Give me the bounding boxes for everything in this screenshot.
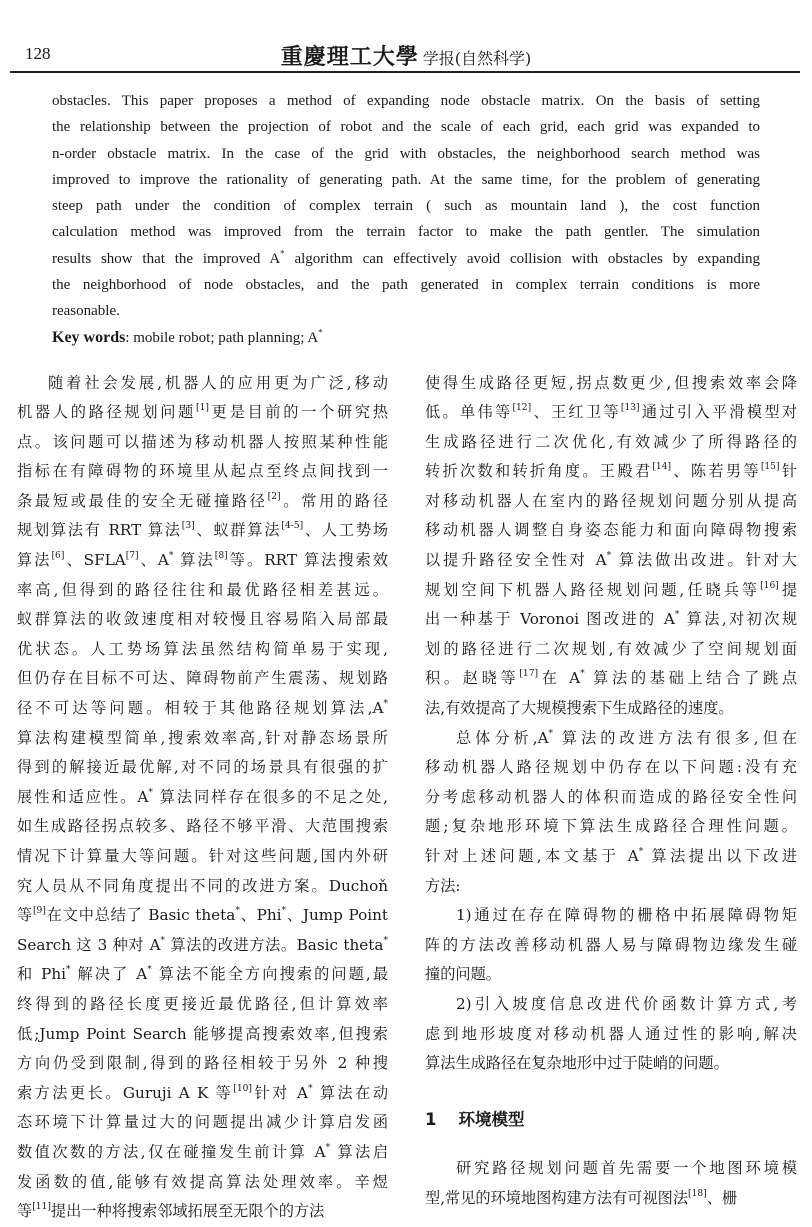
text-line: 对移动机器人在室内的路径规划问题分别从提高 xyxy=(425,491,797,510)
text-line: 虑到地形坡度对移动机器人通过性的影响,解决 xyxy=(425,1024,797,1043)
text-line: 算法生成路径在复杂地形中过于陡峭的问题。 xyxy=(425,1054,729,1073)
journal-subtitle: 学报(自然科学) xyxy=(422,49,532,68)
text-line: 和 Phi* 解决了 A* 算法不能全方向搜索的问题,最 xyxy=(17,965,388,984)
journal-brand-logo: 重慶理工大學 xyxy=(280,44,419,70)
header-rule xyxy=(10,71,800,73)
text-line: 指标在有障碍物的环境里从起点至终点间找到一 xyxy=(17,462,388,481)
text-line: 针对上述问题,本文基于 A* 算法提出以下改进 xyxy=(425,847,797,865)
text-line: improved to improve the rationality of generating path. At the same time, for the problem of generating xyxy=(52,171,760,188)
text-line: 出一种基于 Voronoi 图改进的 A* 算法,对初次规 xyxy=(425,610,797,629)
text-line: steep path under the condition of complex terrain ( such as mountain land ), the cost function xyxy=(52,198,760,214)
text-line: 划的路径进行二次规划,有效减少了空间规划面 xyxy=(425,639,797,658)
text-line: 优状态。人工势场算法虽然结构简单易于实现, xyxy=(17,639,388,658)
text-line: 态环境下计算量过大的问题提出减少计算启发函 xyxy=(17,1113,388,1132)
text-line: 1)通过在存在障碍物的栅格中拓展障碍物矩 xyxy=(456,906,797,925)
text-line: 法,有效提高了大规模搜索下生成路径的速度。 xyxy=(425,699,734,718)
text-line: 机器人的路径规划问题[1]更是目前的一个研究热 xyxy=(17,403,388,422)
text-line: 题;复杂地形环境下算法生成路径合理性问题。 xyxy=(425,817,797,836)
text-line: 方法: xyxy=(425,876,461,895)
section-title: 环境模型 xyxy=(458,1110,525,1129)
text-line: 数值次数的方法,仅在碰撞发生前计算 A* 算法启 xyxy=(17,1142,388,1161)
text-line: 如生成路径拐点较多、路径不够平滑、大范围搜索 xyxy=(17,817,388,836)
text-line: 研究路径规划问题首先需要一个地图环境模 xyxy=(456,1159,797,1177)
text-line: calculation method was improved from the terrain factor to make the path gentler. The simulation xyxy=(52,224,760,241)
text-line: 条最短或最佳的安全无碰撞路径[2]。常用的路径 xyxy=(17,491,388,510)
text-line: 点。该问题可以描述为移动机器人按照某种性能 xyxy=(17,432,388,451)
text-line: 方向仍受到限制,得到的路径相较于另外 2 种搜 xyxy=(17,1054,388,1073)
text-line: 分考虑移动机器人的体积而造成的路径安全性问 xyxy=(425,787,797,806)
left-column xyxy=(17,369,388,1227)
text-line: obstacles. This paper proposes a method of expanding node obstacle matrix. On the basis of setting xyxy=(52,93,760,109)
text-line: 但仍存在目标不可达、障碍物前产生震荡、规划路 xyxy=(17,669,388,688)
text-line: 算法构建模型简单,搜索效率高,针对静态场景所 xyxy=(17,728,388,747)
text-line: 移动机器人路径规划中仍存在以下问题:没有充 xyxy=(425,758,797,777)
text-line: 终得到的路径长度更接近最优路径,但计算效率 xyxy=(17,994,388,1013)
text-line: 随着社会发展,机器人的应用更为广泛,移动 xyxy=(48,373,388,392)
text-line: 移动机器人调整自身姿态能力和面向障碍物搜索 xyxy=(425,521,797,540)
text-line: 蚁群算法的收敛速度相对较慢且容易陷入局部最 xyxy=(17,610,388,629)
right-column xyxy=(425,369,797,1079)
section-heading xyxy=(425,1106,524,1130)
keywords-label: Key words xyxy=(52,329,126,346)
text-line: n-order obstacle matrix. In the case of the grid with obstacles, the neighborhood search method was xyxy=(52,145,760,162)
text-line: 型,常见的环境地图构建方法有可视图法[18]、栅 xyxy=(425,1189,738,1207)
text-line: 率高,但得到的路径往往和最优路径相差甚远。 xyxy=(17,580,388,599)
text-line: the neighborhood of node obstacles, and the path generated in complex terrain conditions is more xyxy=(52,276,760,293)
section-number: 1 xyxy=(425,1110,437,1129)
text-line: 径不可达等问题。相较于其他路径规划算法,A* xyxy=(17,699,388,718)
text-line: 情况下计算量大等问题。针对这些问题,国内外研 xyxy=(17,847,388,865)
section-body xyxy=(425,1153,797,1213)
text-line: Search 这 3 种对 A* 算法的改进方法。Basic theta* xyxy=(17,935,388,954)
text-line: 转折次数和转折角度。王殿君[14]、陈若男等[15]针 xyxy=(425,462,797,481)
text-line: 发函数的值,能够有效提高算法处理效率。辛煜 xyxy=(17,1172,388,1191)
text-line: 使得生成路径更短,拐点数更少,但搜索效率会降 xyxy=(425,373,797,392)
text-line: 撞的问题。 xyxy=(425,965,501,984)
keywords xyxy=(52,325,323,351)
text-line: 积。赵晓等[17]在 A* 算法的基础上结合了跳点 xyxy=(425,669,797,688)
text-line: 2)引入坡度信息改进代价函数计算方式,考 xyxy=(456,994,797,1013)
text-line: reasonable. xyxy=(52,303,120,319)
text-line: 低。单伟等[12]、王红卫等[13]通过引入平滑模型对 xyxy=(425,403,797,422)
text-line: the relationship between the projection of robot and the scale of each grid, each grid was expanded to xyxy=(52,119,760,136)
english-abstract xyxy=(52,88,760,324)
text-line: 以提升路径安全性对 A* 算法做出改进。针对大 xyxy=(425,551,797,570)
text-line: 索方法更长。Guruji A K 等[10]针对 A* 算法在动 xyxy=(17,1083,388,1102)
text-line: 规划算法有 RRT 算法[3]、蚁群算法[4-5]、人工势场 xyxy=(17,521,388,540)
text-line: 低;Jump Point Search 能够提高搜索效率,但搜索 xyxy=(17,1024,388,1043)
journal-title xyxy=(0,40,812,71)
text-line: 算法[6]、SFLA[7]、A* 算法[8]等。RRT 算法搜索效 xyxy=(17,551,388,570)
text-line: 生成路径进行二次优化,有效减少了所得路径的 xyxy=(425,432,797,451)
text-line: 得到的解接近最优解,对不同的场景具有很强的扩 xyxy=(17,758,388,777)
text-line: 等[11]提出一种将搜索邻域拓展至无限个的方法 xyxy=(17,1202,325,1221)
keywords-text: : mobile robot; path planning; A* xyxy=(125,327,323,346)
page-number: 128 xyxy=(25,44,51,63)
text-line: results show that the improved A* algorithm can effectively avoid collision with obstacles by expanding xyxy=(52,247,760,267)
text-line: 究人员从不同角度提出不同的改进方案。Duchoň xyxy=(17,876,388,895)
text-line: 规划空间下机器人路径规划问题,任晓兵等[16]提 xyxy=(425,580,797,599)
text-line: 总体分析,A* 算法的改进方法有很多,但在 xyxy=(456,728,797,747)
text-line: 阵的方法改善移动机器人易与障碍物边缘发生碰 xyxy=(425,935,797,954)
text-line: 等[9]在文中总结了 Basic theta*、Phi*、Jump Point xyxy=(17,906,388,925)
text-line: 展性和适应性。A* 算法同样存在很多的不足之处, xyxy=(17,787,388,806)
